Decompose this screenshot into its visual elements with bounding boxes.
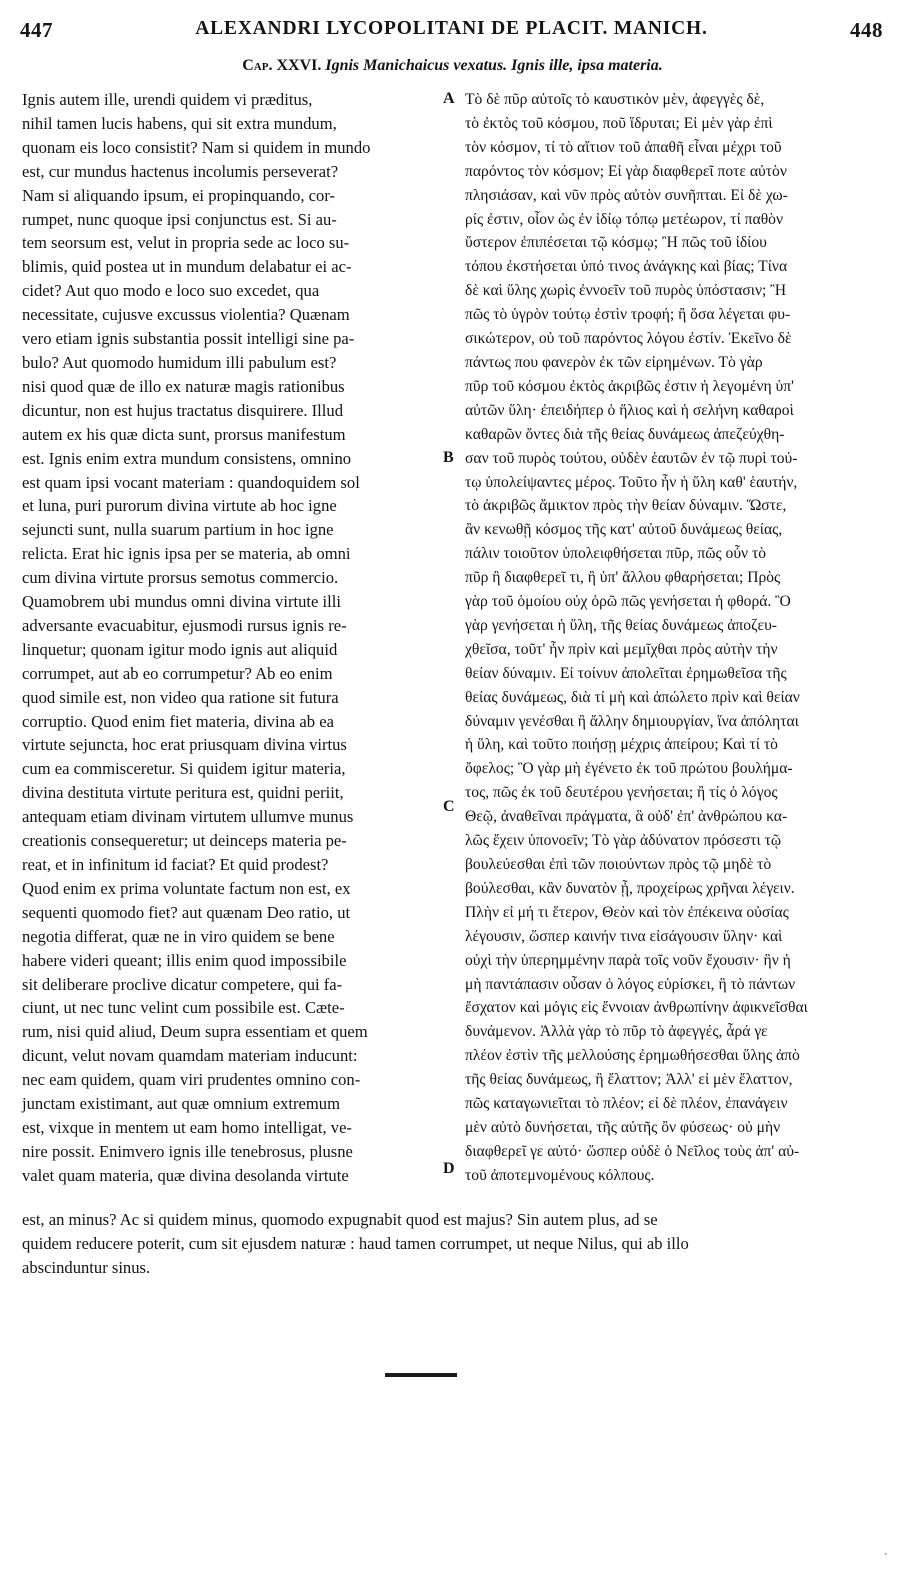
margin-letter-c: C <box>443 798 455 815</box>
latin-line: valet quam materia, quæ divina desolanda virtute <box>22 1165 349 1185</box>
latin-line: quonam eis loco consistit? Nam si quidem in mundo <box>22 137 371 157</box>
latin-line: relicta. Erat hic ignis ipsa per se materia, ab omni <box>22 544 351 564</box>
greek-line: παρόντος τὸν κόσμον; Εἰ γὰρ διαφθερεῖ ποτε αὐτὸν <box>465 162 787 180</box>
margin-letter-b: B <box>443 449 454 466</box>
latin-line: est, vixque in mentem ut eam homo intelligat, ve- <box>22 1117 352 1137</box>
latin-line: vero etiam ignis substantia possit intelligi sine pa- <box>22 329 355 349</box>
latin-line: virtute sejuncta, hoc erat priusquam divina virtus <box>22 735 347 755</box>
chapter-heading <box>0 57 905 75</box>
greek-line: πάλιν τοιοῦτον ὑπολειφθήσεται πῦρ, πῶς οὖν τὸ <box>465 545 767 563</box>
greek-line: διαφθερεῖ γε αὐτό· ὥσπερ οὐδὲ ὁ Νεῖλος τοὺς ἀπ' αὐ- <box>465 1142 800 1160</box>
greek-line: πῶς τὸ ὑγρὸν τούτῳ ἐστὶν τροφή; ἢ ὅσα λέγεται φυ- <box>465 306 791 324</box>
latin-line: nire possit. Enimvero ignis ille tenebrosus, plusne <box>22 1141 353 1161</box>
greek-line: τῳ ὑπολείψαντες μέρος. Τοῦτο ἦν ἡ ὕλη καθ' ἑαυτήν, <box>465 473 798 491</box>
latin-line: Quamobrem ubi mundus omni divina virtute illi <box>22 592 341 612</box>
greek-line: τὸ ἀκριβῶς ἄμικτον πρὸς τὴν θείαν δύναμιν. Ὥστε, <box>465 497 787 515</box>
stray-mark: ' <box>885 1552 887 1563</box>
latin-line: cum divina virtute prorsus semotus commercio. <box>22 568 339 588</box>
latin-line: Nam si aliquando ipsum, ei propinquando, cor- <box>22 185 336 205</box>
latin-line: nihil tamen lucis habens, qui sit extra mundum, <box>22 113 337 133</box>
latin-line: negotia differat, quæ ne in viro quidem se bene <box>22 926 335 946</box>
latin-tail-line: quidem reducere poterit, cum sit ejusdem naturæ : haud tamen corrumpet, ut neque Nilus, qui ab illo <box>22 1234 689 1253</box>
latin-line: sequenti quomodo fiet? aut quænam Deo ratio, ut <box>22 902 351 922</box>
latin-line: sejuncti sunt, nulla suarum partium in hoc igne <box>22 520 334 540</box>
greek-line: ἡ ὕλη, καὶ τοῦτο ποιήσῃ μέχρις ἀπείρου; Καὶ τί τὸ <box>465 736 778 754</box>
latin-line: nisi quod quæ de illo ex naturæ magis rationibus <box>22 376 345 396</box>
right-page-number: 448 <box>850 18 883 42</box>
margin-letter-d: D <box>443 1160 455 1177</box>
greek-line: λέγουσιν, ὥσπερ καινήν τινα εἰσάγουσιν ὕλην· καὶ <box>465 927 783 945</box>
latin-line: est, cur mundus hactenus incolumis perseverat? <box>22 161 339 181</box>
greek-line: Θεῷ, ἀναθεῖναι πράγματα, ἃ οὐδ' ἐπ' ἀνθρώπου κα- <box>465 808 788 826</box>
latin-line: quod simile est, non video qua ratione sit futura <box>22 687 339 707</box>
latin-line: cum ea commisceretur. Si quidem igitur materia, <box>22 759 346 779</box>
greek-line: πῶς καταγωνιεῖται τὸ πλέον; εἰ δὲ πλέον, ἐπανάγειν <box>465 1095 788 1113</box>
greek-line: γὰρ τοῦ ὁμοίου οὐχ ὁρῶ πῶς γενήσεται ἡ φθορά. Ὃ <box>465 593 791 611</box>
latin-column <box>22 88 440 1188</box>
latin-line: Ignis autem ille, urendi quidem vi præditus, <box>22 90 313 109</box>
latin-line: Quod enim ex prima voluntate factum non est, ex <box>22 878 351 898</box>
greek-line: γὰρ γενήσεται ἡ ὕλη, τῆς θείας δυνάμεως ἀποζευ- <box>465 616 777 634</box>
greek-line: ὕστερον ἐπιπέσεται τῷ κόσμῳ; Ἢ πῶς τοῦ ἰδίου <box>465 234 767 252</box>
greek-line: τοῦ ἀποτεμνομένους κόλπους. <box>465 1166 655 1184</box>
latin-line: bulo? Aut quomodo humidum illi pabulum est? <box>22 352 337 372</box>
latin-line: dicunt, velut novam quamdam materiam inducunt: <box>22 1046 358 1066</box>
greek-line: θείαν δύναμιν. Εἰ τοίνυν ἀπολεῖται ἐρημωθεῖσα τῆς <box>465 664 787 682</box>
latin-line: rumpet, nunc quoque ipsi conjunctus est. Si au- <box>22 209 337 229</box>
latin-line: linquetur; quonam igitur modo ignis aut aliquid <box>22 639 338 659</box>
latin-line: tem seorsum est, velut in propria sede ac loco su- <box>22 233 350 253</box>
latin-line: blimis, quid postea ut in mundum delabatur ei ac- <box>22 257 352 277</box>
greek-line: σαν τοῦ πυρὸς τούτου, οὐδὲν ἑαυτῶν ἐν τῷ πυρὶ τού- <box>465 449 798 467</box>
greek-line: πῦρ τοῦ κόσμου ἐκτὸς ἀκριβῶς ἐστιν ἡ λεγομένη ὑπ' <box>465 377 794 395</box>
latin-line: rum, nisi quid aliud, Deum supra essentiam et quem <box>22 1022 368 1042</box>
greek-line: τὸν κόσμον, τί τὸ αἴτιον τοῦ ἀπαθῆ εἶναι μέχρι τοῦ <box>465 138 782 156</box>
latin-line: divina destituta virtute peritura est, quidni periit, <box>22 783 344 803</box>
greek-line: βούλεσθαι, κἂν δυνατὸν ᾖ, προχείρως χρῆναι λέγειν. <box>465 879 795 897</box>
greek-line: μὴ παντάπασιν οὖσαν ὁ λόγος εὑρίσκει, ἣ τὸ πάντων <box>465 975 796 993</box>
greek-line: σικώτερον, οὐ τοῦ παρόντος λόγου ἐστίν. Ἐκεῖνο δὲ <box>465 330 792 348</box>
greek-line: βουλεύεσθαι ἐπὶ τῶν ποιούντων πρὸς τῷ μηδὲ τὸ <box>465 856 772 873</box>
latin-line: reat, et in infinitum id faciat? Et quid prodest? <box>22 855 329 874</box>
greek-line: τος, πῶς ἐκ τοῦ δευτέρου γενήσεται; ἢ τίς ὁ λόγος <box>465 784 778 802</box>
greek-line: ἂν κενωθῇ κόσμος τῆς κατ' αὐτοῦ δυνάμεως θείας, <box>465 521 783 539</box>
greek-line: τῆς θείας δυνάμεως, ἢ ἔλαττον; Ἀλλ' εἰ μὲν ἔλαττον, <box>465 1071 793 1089</box>
latin-line: corruptio. Quod enim fiet materia, divina ab ea <box>22 711 334 731</box>
greek-line: χθεῖσα, τοῦτ' ἦν πρὶν καὶ μεμῖχθαι πρὸς αὐτὴν τὴν <box>465 640 778 658</box>
greek-line: ἔσχατον καὶ μόγις εἰς ἔννοιαν ἀνθρωπίνην ἀφικνεῖσθαι <box>465 999 808 1017</box>
latin-line: ciunt, ut nec tunc velint cum possibile est. Cæte- <box>22 998 345 1018</box>
chapter-description: Ignis Manichaicus vexatus. Ignis ille, ipsa materia. <box>325 57 663 74</box>
latin-line: antequam etiam divinam virtutem ullumve munus <box>22 807 354 827</box>
greek-line: δυνάμενον. Ἀλλὰ γὰρ τὸ πῦρ τὸ ἀφεγγές, ἆρά γε <box>465 1023 768 1041</box>
greek-line: θείας δυνάμεως, διὰ τί μὴ καὶ ἀπώλετο πρὶν καὶ θείαν <box>465 688 800 706</box>
greek-line: μὲν αὐτὸ δυνήσεται, τῆς αὐτῆς ὂν φύσεως· οὐ μὴν <box>465 1118 781 1136</box>
greek-line: τόπου ἐκστήσεται ὑπό τινος ἀνάγκης καὶ βίας; Τίνα <box>465 258 788 276</box>
greek-line: καθαρῶν ὄντες διὰ τῆς θείας δυνάμεως ἀπεζεύχθη- <box>465 425 785 443</box>
latin-line: cidet? Aut quo modo e loco suo excedet, qua <box>22 281 320 301</box>
latin-tail-line: abscinduntur sinus. <box>22 1258 151 1277</box>
greek-line: πάντως που φανερὸν ἐκ τῶν εἰρημένων. Τὸ γὰρ <box>465 353 763 371</box>
greek-line: λῶς ἔχειν ὑπονοεῖν; Τὸ γὰρ ἀδύνατον πρόσεστι τῷ <box>465 832 782 850</box>
greek-column <box>465 88 880 1188</box>
latin-line: autem ex his quæ dicta sunt, prorsus manifestum <box>22 424 346 444</box>
latin-line: nec eam quidem, quam viri prudentes omnino con- <box>22 1070 361 1090</box>
latin-line: sit deliberare proclive dicatur competere, qui fa- <box>22 974 343 994</box>
left-page-number: 447 <box>20 18 53 42</box>
greek-line: αὐτῶν ὕλη· ἐπειδήπερ ὁ ἥλιος καὶ ἡ σελήνη καθαροὶ <box>465 401 794 419</box>
greek-line: πῦρ ἢ διαφθερεῖ τι, ἢ ὑπ' ἄλλου φθαρήσεται; Πρὸς <box>465 569 781 587</box>
latin-line: habere videri queant; illis enim quod impossibile <box>22 950 347 970</box>
greek-line: ὄφελος; Ὃ γὰρ μὴ ἐγένετο ἐκ τοῦ πρώτου βουλήμα- <box>465 760 793 778</box>
greek-line: Πλὴν εἰ μή τι ἕτερον, Θεὸν καὶ τὸν ἐπέκεινα οὐσίας <box>465 903 789 921</box>
latin-line: et luna, puri purorum divina virtute ab hoc igne <box>22 496 337 516</box>
running-title: ALEXANDRI LYCOPOLITANI DE PLACIT. MANICH. <box>195 18 708 39</box>
section-rule <box>385 1373 457 1377</box>
latin-line: dicuntur, non est hujus tractatus disquirere. Illud <box>22 400 344 420</box>
greek-line: πλέον ἐστὶν τῆς μελλούσης ἐρημωθήσεσθαι ὕλης ἀπὸ <box>465 1047 800 1065</box>
chapter-label: Cap. XXVI. <box>242 57 322 74</box>
greek-line: δύναμιν γενέσθαι ἢ ἄλλην δημιουργίαν, ἵνα ἀπόληται <box>465 712 799 730</box>
greek-line: Τὸ δὲ πῦρ αὐτοῖς τὸ καυστικὸν μὲν, ἀφεγγὲς δὲ, <box>465 91 765 108</box>
latin-line: est quam ipsi vocant materiam : quandoquidem sol <box>22 472 360 492</box>
latin-tail-line: est, an minus? Ac si quidem minus, quomodo expugnabit quod est majus? Sin autem plus, ad se <box>22 1210 658 1229</box>
greek-line: οὐχὶ τὴν ὑπερημμένην παρὰ τοῖς νοῦν ἔχουσιν· ἣν ἡ <box>465 951 791 969</box>
latin-line: necessitate, cujusve excussus violentia? Quænam <box>22 305 350 325</box>
latin-line: corrumpet, aut ab eo corrumpetur? Ab eo enim <box>22 663 333 683</box>
greek-line: ρίς ἐστιν, οἷον ὡς ἐν ἰδίῳ τόπῳ μετέωρον, τί παθὸν <box>465 210 784 228</box>
latin-line: adversante evacuabitur, ejusmodi rursus ignis re- <box>22 615 347 635</box>
margin-letter-a: A <box>443 90 455 107</box>
latin-line: est. Ignis enim extra mundum consistens, omnino <box>22 448 352 468</box>
latin-line: junctam existimant, aut quæ omnium extremum <box>22 1094 340 1114</box>
greek-line: πλησιάσαν, καὶ νῦν πρὸς αὐτὸν συνῆπται. Εἰ δὲ χω- <box>465 186 788 204</box>
running-header <box>20 18 883 44</box>
greek-line: τὸ ἐκτὸς τοῦ κόσμου, ποῦ ἵδρυται; Εἰ μὲν γὰρ ἐπὶ <box>465 114 773 132</box>
greek-line: δὲ καὶ ὕλης χωρὶς ἐννοεῖν τοῦ πυρὸς ὑπόστασιν; Ἢ <box>465 282 787 300</box>
latin-line: creationis consequeretur; ut deinceps materia pe- <box>22 831 347 851</box>
